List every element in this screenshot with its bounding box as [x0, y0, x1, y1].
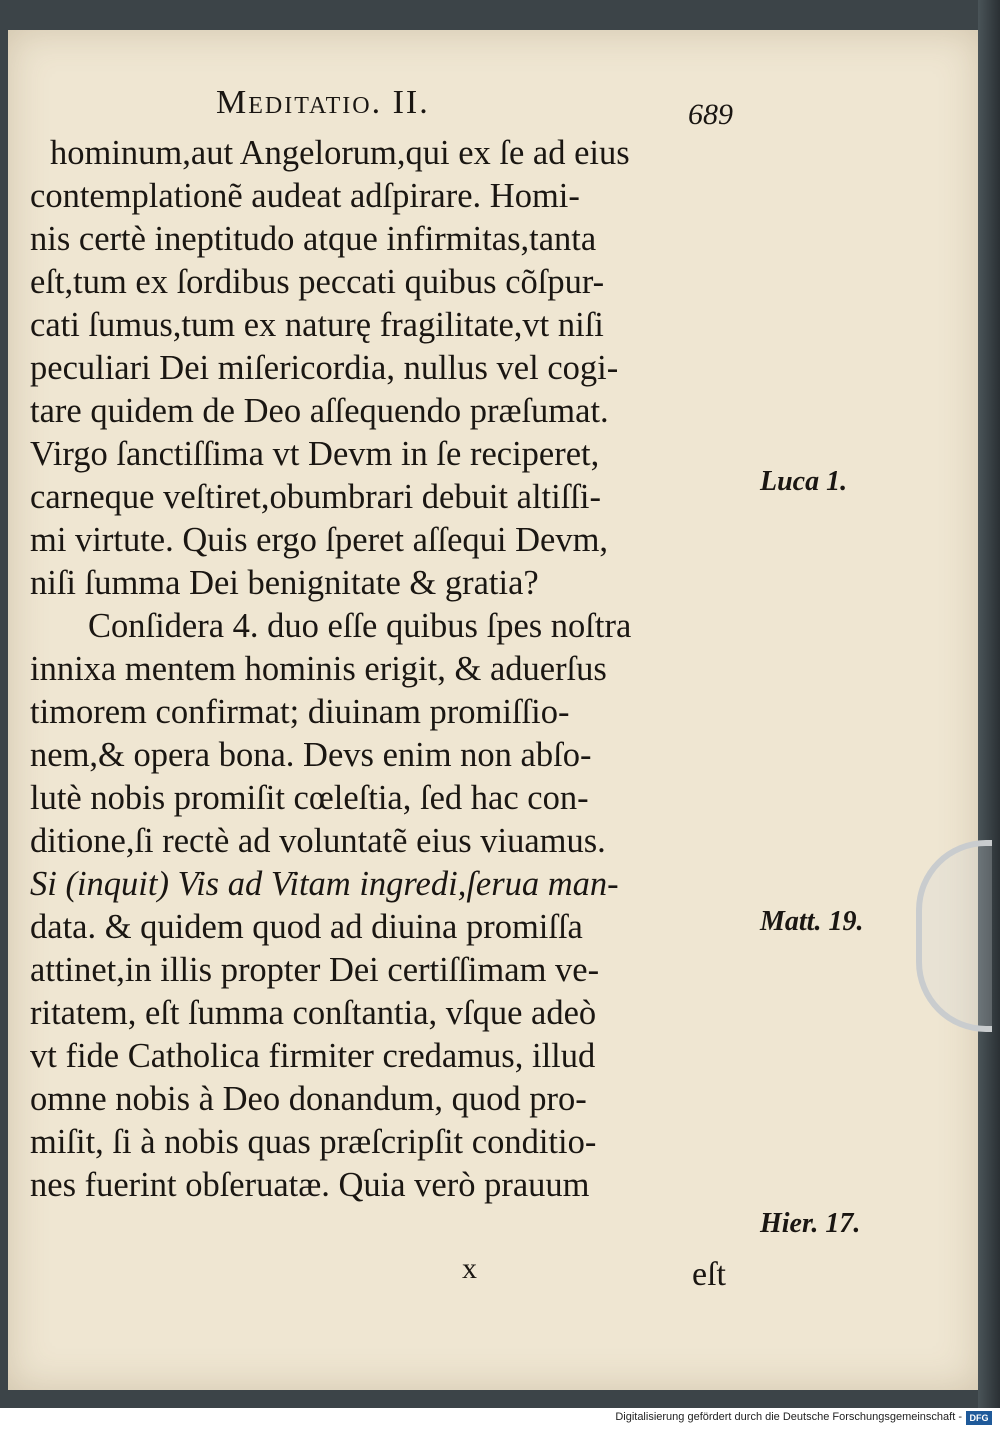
text-line: contemplationẽ audeat adſpirare. Homi- [30, 177, 580, 215]
text-line: carneque veſtiret,obumbrari debuit altiſſi- [30, 478, 601, 516]
text-line: attinet,in illis propter Dei certiſſimam ve- [30, 951, 600, 989]
text-line: omne nobis à Deo donandum, quod pro- [30, 1080, 587, 1118]
text-line: miſit, ſi à nobis quas præſcripſit conditio- [30, 1123, 597, 1161]
page-number: 689 [688, 98, 733, 131]
text-line: mi virtute. Quis ergo ſperet aſſequi Devm, [30, 521, 609, 559]
text-line: ritatem, eſt ſumma conſtantia, vſque adeò [30, 994, 597, 1032]
text-line: lutè nobis promiſit cœleſtia, ſed hac con- [30, 779, 589, 817]
text-line: vt fide Catholica firmiter credamus, illud [30, 1037, 596, 1075]
text-line: Virgo ſanctiſſima vt Devm in ſe reciperet, [30, 435, 600, 473]
text-line: timorem confirmat; diuinam promiſſio- [30, 693, 570, 731]
dfg-logo: DFG [966, 1411, 992, 1425]
running-head: Meditatio. II. [216, 84, 430, 121]
text-line: nes fuerint obſeruatæ. Quia verò prauum [30, 1166, 590, 1204]
paragraph-start-line: Conſidera 4. duo eſſe quibus ſpes noſtra [88, 607, 632, 645]
margin-note-luca: Luca 1. [760, 466, 848, 497]
digitization-credit: Digitalisierung gefördert durch die Deutsche Forschungsgemeinschaft - [615, 1411, 962, 1423]
text-line: hominum,aut Angelorum,qui ex ſe ad eius [50, 134, 630, 172]
text-line: tare quidem de Deo aſſequendo præſumat. [30, 392, 609, 430]
text-line: peculiari Dei miſericordia, nullus vel cogi- [30, 349, 619, 387]
margin-note-matt: Matt. 19. [760, 906, 864, 937]
text-line: ditione,ſi rectè ad voluntatẽ eius viuamus. [30, 822, 606, 860]
book-binding-edge [978, 0, 1000, 1408]
text-line: data. & quidem quod ad diuina promiſſa [30, 908, 583, 946]
body-text [30, 132, 760, 1207]
signature-mark: x [462, 1252, 477, 1285]
text-line: innixa mentem hominis erigit, & aduerſus [30, 650, 607, 688]
margin-note-hier: Hier. 17. [760, 1208, 861, 1239]
text-line: nis certè ineptitudo atque infirmitas,tanta [30, 220, 597, 258]
text-line: niſi ſumma Dei benignitate & gratia? [30, 564, 539, 602]
quotation-line: Si (inquit) Vis ad Vitam ingredi,ſerua man- [30, 865, 619, 903]
catchword: eſt [692, 1256, 726, 1293]
text-line: cati ſumus,tum ex naturę fragilitate,vt niſi [30, 306, 604, 344]
text-line: eſt,tum ex ſordibus peccati quibus cõſpur- [30, 263, 605, 301]
text-line: nem,& opera bona. Devs enim non abſo- [30, 736, 592, 774]
